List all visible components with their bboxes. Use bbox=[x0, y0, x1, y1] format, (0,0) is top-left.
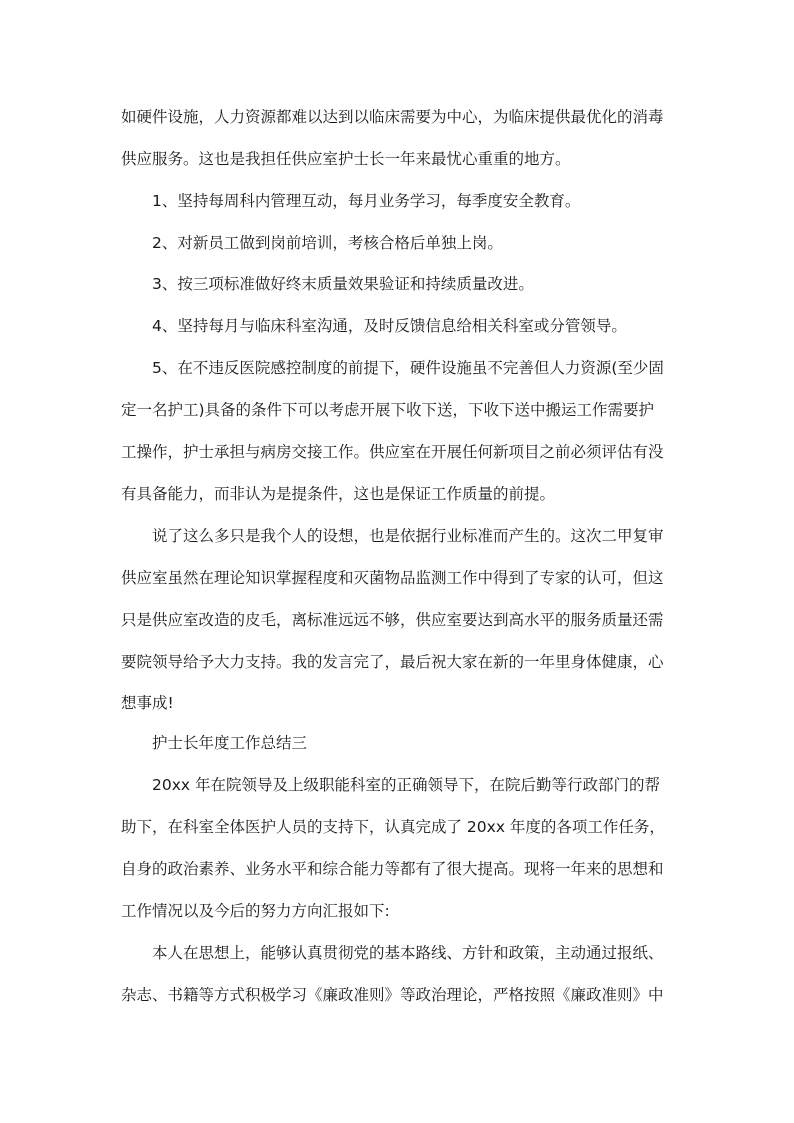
text-line: 想事成! bbox=[121, 694, 174, 712]
paragraph-start: 说了这么多只是我个人的设想，也是依据行业标准而产生的。这次二甲复审 bbox=[152, 527, 664, 545]
list-item: 5、在不违反医院感控制度的前提下，硬件设施虽不完善但人力资源(至少固 bbox=[152, 359, 664, 377]
text-line: 定一名护工)具备的条件下可以考虑开展下收下送，下收下送中搬运工作需要护 bbox=[121, 401, 655, 419]
text-line: 如硬件设施，人力资源都难以达到以临床需要为中心，为临床提供最优化的消毒 bbox=[121, 108, 664, 126]
text-line: 供应室虽然在理论知识掌握程度和灭菌物品监测工作中得到了专家的认可，但这 bbox=[121, 569, 664, 587]
text-line: 工作情况以及今后的努力方向汇报如下: bbox=[121, 902, 390, 920]
text-line: 助下，在科室全体医护人员的支持下，认真完成了 20xx 年度的各项工作任务， bbox=[121, 818, 665, 836]
text-line: 杂志、书籍等方式积极学习《廉政准则》等政治理论，严格按照《廉政准则》中 bbox=[121, 986, 664, 1004]
text-line: 有具备能力，而非认为是提条件，这也是保证工作质量的前提。 bbox=[121, 485, 556, 503]
text-line: 工操作，护士承担与病房交接工作。供应室在开展任何新项目之前必须评估有没 bbox=[121, 443, 664, 461]
section-title: 护士长年度工作总结三 bbox=[152, 734, 308, 752]
text-line: 自身的政治素养、业务水平和综合能力等都有了很大提高。现将一年来的思想和 bbox=[121, 860, 664, 878]
list-item: 1、坚持每周科内管理互动，每月业务学习，每季度安全教育。 bbox=[152, 192, 581, 210]
list-item: 2、对新员工做到岗前培训，考核合格后单独上岗。 bbox=[152, 234, 503, 252]
list-item: 4、坚持每月与临床科室沟通，及时反馈信息给相关科室或分管领导。 bbox=[152, 317, 627, 335]
paragraph-start: 本人在思想上，能够认真贯彻党的基本路线、方针和政策，主动通过报纸、 bbox=[152, 944, 664, 962]
text-line: 只是供应室改造的皮毛，离标准远远不够，供应室要达到高水平的服务质量还需 bbox=[121, 611, 664, 629]
text-line: 供应服务。这也是我担任供应室护士长一年来最忧心重重的地方。 bbox=[121, 150, 571, 168]
list-item: 3、按三项标准做好终末质量效果验证和持续质量改进。 bbox=[152, 275, 534, 293]
paragraph-start: 20xx 年在院领导及上级职能科室的正确领导下，在院后勤等行政部门的帮 bbox=[152, 776, 660, 794]
text-line: 要院领导给予大力支持。我的发言完了，最后祝大家在新的一年里身体健康，心 bbox=[121, 653, 664, 671]
